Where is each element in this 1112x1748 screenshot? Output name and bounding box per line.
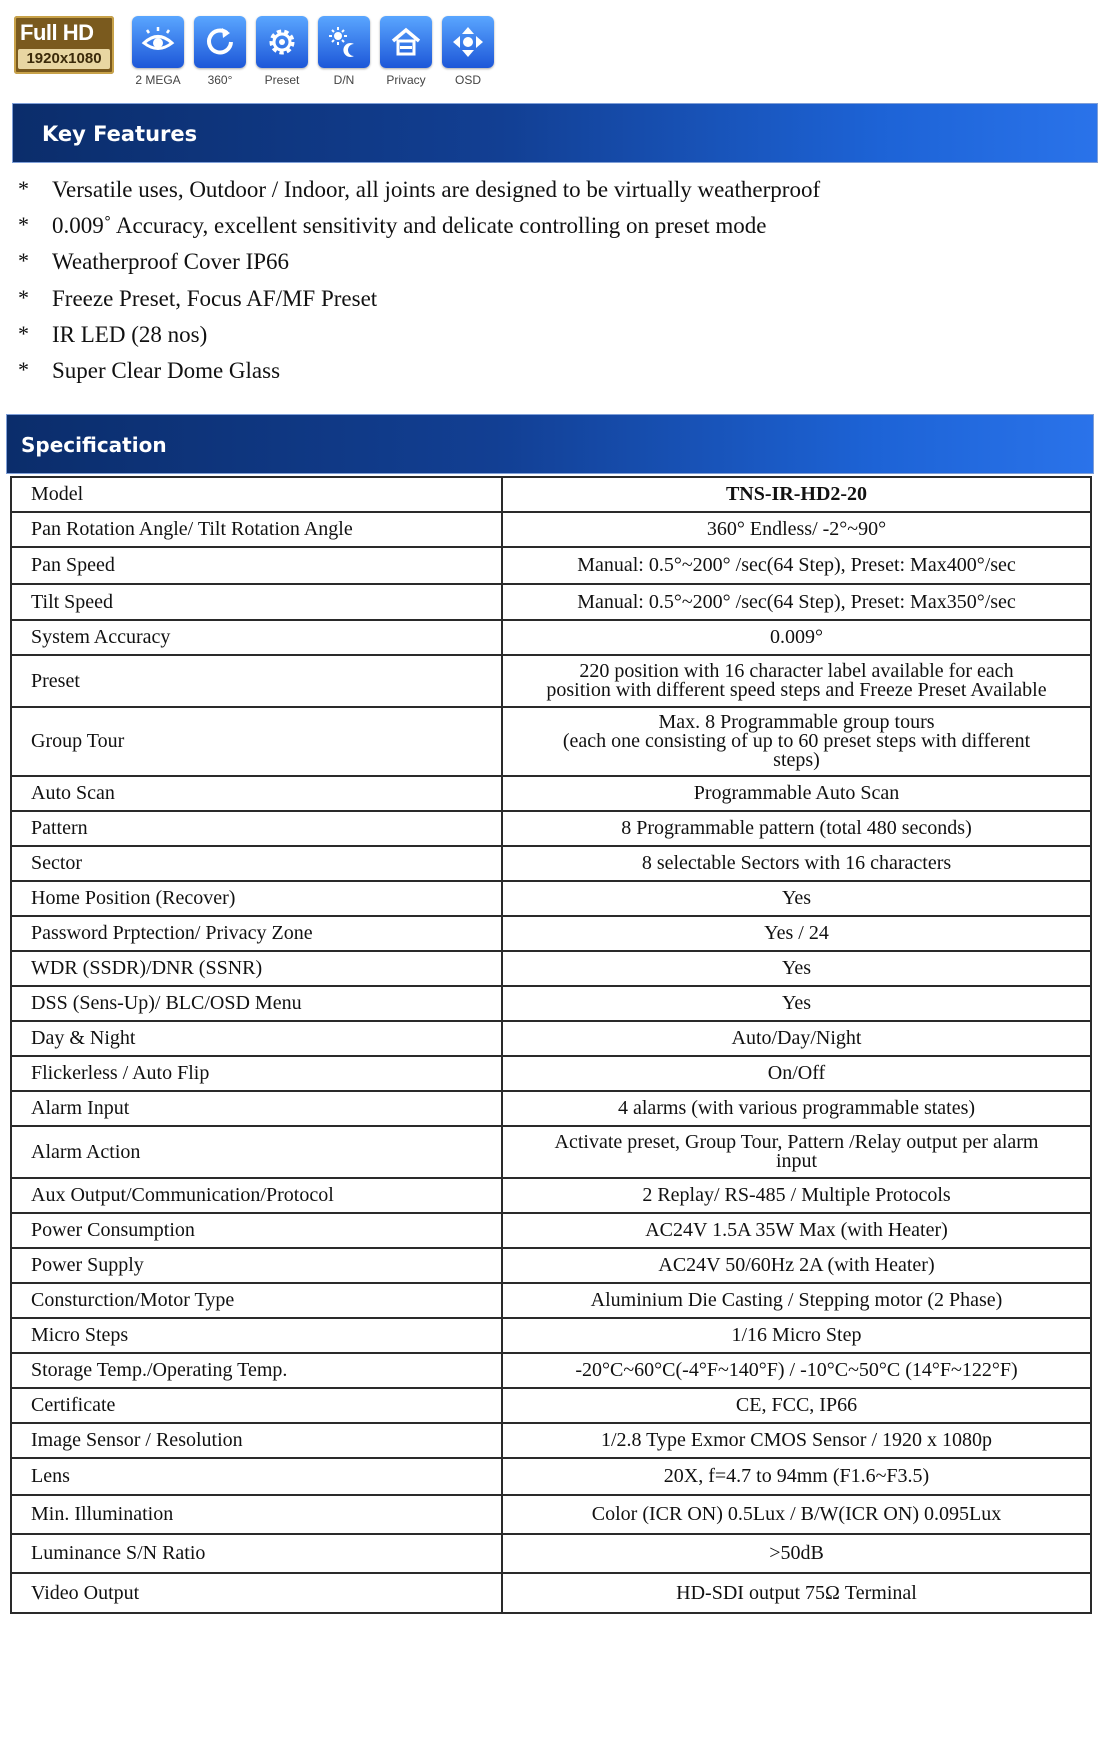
bullet: * bbox=[18, 284, 29, 310]
table-row bbox=[11, 1423, 1091, 1458]
spec-label: Flickerless / Auto Flip bbox=[11, 1056, 502, 1091]
spec-value bbox=[502, 881, 1091, 916]
spec-value-line: CE, FCC, IP66 bbox=[735, 1394, 858, 1416]
table-row bbox=[11, 1495, 1091, 1534]
list-item bbox=[18, 317, 1098, 353]
spec-value bbox=[502, 1213, 1091, 1248]
spec-value bbox=[502, 1283, 1091, 1318]
sun-moon-icon bbox=[318, 16, 370, 68]
icon-label: 2 MEGA bbox=[135, 73, 181, 87]
feature-text: 0.009˚ Accuracy, excellent sensitivity and delicate controlling on preset mode bbox=[52, 213, 767, 239]
house-icon bbox=[380, 16, 432, 68]
spec-value-line: 1/16 Micro Step bbox=[731, 1324, 862, 1346]
feature-text: Freeze Preset, Focus AF/MF Preset bbox=[52, 285, 378, 311]
spec-value-line: 220 position with 16 character label available for each bbox=[579, 660, 1014, 682]
icon-label: D/N bbox=[333, 73, 355, 87]
spec-label: Pan Speed bbox=[11, 547, 502, 584]
spec-label: Certificate bbox=[11, 1388, 502, 1423]
spec-label: Micro Steps bbox=[11, 1318, 502, 1353]
spec-value bbox=[502, 620, 1091, 655]
spec-label: Lens bbox=[11, 1458, 502, 1495]
spec-label: System Accuracy bbox=[11, 620, 502, 655]
feature-icon-bar bbox=[14, 16, 534, 92]
spec-value bbox=[502, 707, 1091, 776]
spec-value-line: Color (ICR ON) 0.5Lux / B/W(ICR ON) 0.095Lux bbox=[591, 1503, 1002, 1525]
table-row bbox=[11, 1534, 1091, 1573]
table-row bbox=[11, 620, 1091, 655]
spec-label: Preset bbox=[11, 655, 502, 707]
spec-label: Min. Illumination bbox=[11, 1495, 502, 1534]
icon-label: 360° bbox=[207, 73, 233, 87]
list-item bbox=[18, 172, 1098, 208]
spec-value-line: TNS-IR-HD2-20 bbox=[725, 483, 868, 505]
table-row bbox=[11, 1458, 1091, 1495]
spec-value bbox=[502, 547, 1091, 584]
table-row bbox=[11, 1388, 1091, 1423]
bullet: * bbox=[18, 356, 29, 382]
specification-table-body bbox=[11, 477, 1091, 1613]
table-row bbox=[11, 1283, 1091, 1318]
spec-value bbox=[502, 811, 1091, 846]
table-row bbox=[11, 707, 1091, 776]
spec-label: Alarm Action bbox=[11, 1126, 502, 1178]
spec-value-line: Auto/Day/Night bbox=[731, 1027, 862, 1049]
badge-resolution: 1920x1080 bbox=[18, 49, 110, 69]
spec-value-line: 4 alarms (with various programmable states) bbox=[617, 1097, 976, 1119]
spec-label: Tilt Speed bbox=[11, 584, 502, 620]
list-item bbox=[18, 244, 1098, 280]
list-item bbox=[18, 353, 1098, 389]
table-row bbox=[11, 916, 1091, 951]
spec-value-line: Aluminium Die Casting / Stepping motor (2 Phase) bbox=[590, 1289, 1003, 1311]
feature-text: Versatile uses, Outdoor / Indoor, all joints are designed to be virtually weatherproof bbox=[52, 177, 821, 202]
table-row bbox=[11, 547, 1091, 584]
spec-value bbox=[502, 986, 1091, 1021]
table-row bbox=[11, 477, 1091, 512]
spec-value-line: -20°C~60°C(-4°F~140°F) / -10°C~50°C (14°F~122°F) bbox=[575, 1359, 1018, 1381]
bullet: * bbox=[18, 176, 29, 201]
spec-value-line: AC24V 50/60Hz 2A (with Heater) bbox=[658, 1254, 935, 1276]
spec-value-line: 8 Programmable pattern (total 480 seconds) bbox=[621, 817, 972, 839]
spec-value-line: 1/2.8 Type Exmor CMOS Sensor / 1920 x 1080p bbox=[600, 1429, 992, 1451]
spec-value-line: position with different speed steps and Freeze Preset Available bbox=[546, 679, 1047, 701]
spec-value-line: Yes / 24 bbox=[764, 922, 829, 944]
spec-label: Sector bbox=[11, 846, 502, 881]
icon-label: Preset bbox=[264, 73, 300, 87]
specification-header: Specification bbox=[6, 414, 1094, 474]
spec-label: DSS (Sens-Up)/ BLC/OSD Menu bbox=[11, 986, 502, 1021]
specification-table bbox=[10, 476, 1092, 1614]
spec-value-line: Yes bbox=[781, 887, 812, 909]
spec-label: Model bbox=[11, 477, 502, 512]
table-row bbox=[11, 1353, 1091, 1388]
bullet: * bbox=[18, 320, 29, 346]
spec-value bbox=[502, 655, 1091, 707]
bullet: * bbox=[18, 212, 29, 238]
dpad-icon bbox=[442, 16, 494, 68]
table-row bbox=[11, 1091, 1091, 1126]
spec-label: Aux Output/Communication/Protocol bbox=[11, 1178, 502, 1213]
spec-value bbox=[502, 584, 1091, 620]
icon-label: OSD bbox=[454, 73, 481, 87]
spec-label: Pattern bbox=[11, 811, 502, 846]
icon-item-preset bbox=[252, 16, 312, 87]
key-features-header: Key Features bbox=[12, 103, 1098, 163]
table-row bbox=[11, 951, 1091, 986]
spec-value bbox=[502, 776, 1091, 811]
spec-value-line: 20X, f=4.7 to 94mm (F1.6~F3.5) bbox=[663, 1465, 930, 1487]
feature-text: Weatherproof Cover IP66 bbox=[52, 249, 290, 275]
table-row bbox=[11, 1056, 1091, 1091]
spec-value-line: steps) bbox=[773, 749, 820, 771]
spec-value-line: HD-SDI output 75Ω Terminal bbox=[676, 1581, 917, 1604]
spec-value bbox=[502, 1126, 1091, 1178]
spec-label: Group Tour bbox=[11, 707, 502, 776]
icon-item-360 bbox=[190, 16, 250, 87]
feature-text: IR LED (28 nos) bbox=[52, 321, 208, 347]
spec-label: Luminance S/N Ratio bbox=[11, 1534, 502, 1573]
spec-value-line: Programmable Auto Scan bbox=[693, 782, 900, 804]
table-row bbox=[11, 881, 1091, 916]
spec-value bbox=[502, 477, 1091, 512]
spec-value bbox=[502, 1021, 1091, 1056]
table-row bbox=[11, 846, 1091, 881]
spec-value bbox=[502, 951, 1091, 986]
table-row bbox=[11, 811, 1091, 846]
table-row bbox=[11, 1021, 1091, 1056]
spec-value bbox=[502, 846, 1091, 881]
spec-value-line: AC24V 1.5A 35W Max (with Heater) bbox=[645, 1219, 948, 1241]
icon-item-osd bbox=[438, 16, 498, 87]
feature-text: Super Clear Dome Glass bbox=[52, 357, 281, 383]
icon-item-dn bbox=[314, 16, 374, 87]
spec-label: Image Sensor / Resolution bbox=[11, 1423, 502, 1458]
spec-value bbox=[502, 1353, 1091, 1388]
spec-value-line: On/Off bbox=[767, 1062, 826, 1084]
key-features-list bbox=[18, 172, 1098, 389]
spec-value bbox=[502, 916, 1091, 951]
bullet: * bbox=[18, 248, 29, 274]
icon-item-privacy bbox=[376, 16, 436, 87]
spec-value bbox=[502, 1534, 1091, 1573]
rotate-icon bbox=[194, 16, 246, 68]
full-hd-badge bbox=[14, 16, 114, 74]
table-row bbox=[11, 1248, 1091, 1283]
table-row bbox=[11, 1178, 1091, 1213]
spec-value-line: 8 selectable Sectors with 16 characters bbox=[641, 852, 952, 874]
spec-value-line: Manual: 0.5°~200° /sec(64 Step), Preset: Max400°/sec bbox=[577, 554, 1016, 576]
spec-value-line: 0.009° bbox=[770, 626, 823, 648]
spec-value-line: 360° Endless/ -2°~90° bbox=[706, 518, 887, 540]
table-row bbox=[11, 512, 1091, 547]
spec-label: Storage Temp./Operating Temp. bbox=[11, 1353, 502, 1388]
spec-value bbox=[502, 1573, 1091, 1613]
spec-label: Video Output bbox=[11, 1573, 502, 1613]
spec-label: Day & Night bbox=[11, 1021, 502, 1056]
spec-label: Auto Scan bbox=[11, 776, 502, 811]
spec-label: Power Consumption bbox=[11, 1213, 502, 1248]
table-row bbox=[11, 1213, 1091, 1248]
table-row bbox=[11, 584, 1091, 620]
table-row bbox=[11, 655, 1091, 707]
spec-value bbox=[502, 512, 1091, 547]
spec-value-line: Activate preset, Group Tour, Pattern /Relay output per alarm bbox=[554, 1131, 1039, 1153]
spec-value bbox=[502, 1056, 1091, 1091]
eye-icon bbox=[132, 16, 184, 68]
spec-value bbox=[502, 1318, 1091, 1353]
spec-value bbox=[502, 1458, 1091, 1495]
spec-value-line: (each one consisting of up to 60 preset steps with different bbox=[562, 730, 1031, 752]
spec-value-line: Manual: 0.5°~200° /sec(64 Step), Preset: Max350°/sec bbox=[577, 590, 1016, 613]
table-row bbox=[11, 1573, 1091, 1613]
spec-label: Pan Rotation Angle/ Tilt Rotation Angle bbox=[11, 512, 502, 547]
spec-label: Power Supply bbox=[11, 1248, 502, 1283]
spec-value-line: input bbox=[775, 1150, 818, 1172]
spec-label: Consturction/Motor Type bbox=[11, 1283, 502, 1318]
spec-value bbox=[502, 1178, 1091, 1213]
spec-label: Alarm Input bbox=[11, 1091, 502, 1126]
spec-value bbox=[502, 1091, 1091, 1126]
spec-value-line: Yes bbox=[781, 992, 812, 1014]
list-item bbox=[18, 281, 1098, 317]
table-row bbox=[11, 1318, 1091, 1353]
icon-label: Privacy bbox=[386, 73, 426, 87]
table-row bbox=[11, 986, 1091, 1021]
spec-value bbox=[502, 1248, 1091, 1283]
spec-value bbox=[502, 1495, 1091, 1534]
icon-item-2mega bbox=[128, 16, 188, 87]
badge-title: Full HD bbox=[20, 20, 94, 45]
spec-value-line: >50dB bbox=[769, 1542, 824, 1564]
list-item bbox=[18, 208, 1098, 244]
spec-label: WDR (SSDR)/DNR (SSNR) bbox=[11, 951, 502, 986]
table-row bbox=[11, 1126, 1091, 1178]
spec-label: Password Prptection/ Privacy Zone bbox=[11, 916, 502, 951]
gear-icon bbox=[256, 16, 308, 68]
spec-label: Home Position (Recover) bbox=[11, 881, 502, 916]
spec-value-line: Yes bbox=[781, 957, 812, 979]
table-row bbox=[11, 776, 1091, 811]
spec-value-line: Max. 8 Programmable group tours bbox=[658, 711, 935, 733]
spec-value bbox=[502, 1423, 1091, 1458]
spec-value bbox=[502, 1388, 1091, 1423]
spec-value-line: 2 Replay/ RS-485 / Multiple Protocols bbox=[642, 1184, 951, 1206]
